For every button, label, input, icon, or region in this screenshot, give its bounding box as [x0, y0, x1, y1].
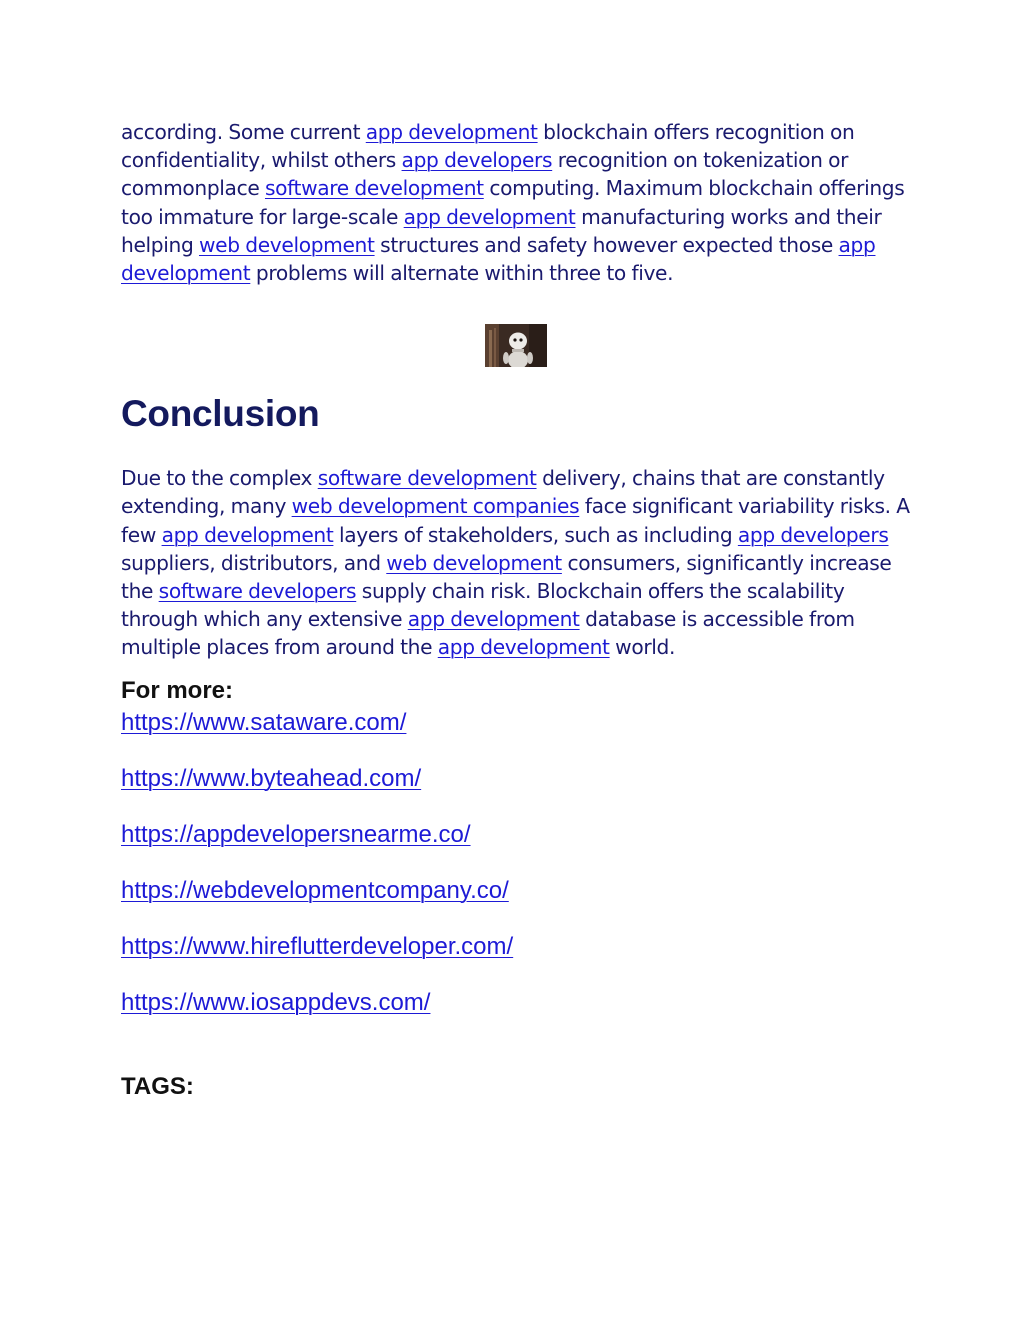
link-app-development[interactable]: app development	[365, 120, 538, 144]
link-software-development[interactable]: software development	[264, 176, 484, 201]
text-run: Due to the complex	[121, 466, 318, 491]
text-run: suppliers, distributors, and	[121, 550, 387, 575]
link-app-development[interactable]: app development	[403, 204, 576, 229]
link-web-development[interactable]: web development	[386, 550, 562, 575]
robot-arm	[503, 352, 509, 364]
link-app-development[interactable]: app development	[437, 635, 610, 660]
list-item	[121, 931, 911, 987]
text-run: face significant variability risks. A few	[121, 494, 910, 547]
robot-photo-icon	[485, 324, 547, 367]
robot-eye	[513, 339, 516, 342]
text-run: problems will alternate within three to five.	[250, 261, 674, 286]
robot-neck	[512, 349, 524, 352]
link-software-developers[interactable]: software developers	[158, 579, 357, 604]
link-app-developers[interactable]: app developers	[401, 148, 553, 173]
link-sataware[interactable]: https://www.sataware.com/	[121, 708, 407, 736]
link-hireflutterdeveloper[interactable]: https://www.hireflutterdeveloper.com/	[121, 932, 514, 960]
text-run: delivery, chains that are constantly extending, many	[121, 466, 885, 519]
robot-head	[509, 333, 527, 350]
link-web-development[interactable]: web development	[198, 232, 375, 257]
link-app-developers[interactable]: app developers	[737, 522, 889, 547]
text-run: according. Some current	[121, 120, 366, 144]
text-run: computing. Maximum blockchain offerings too immature for large-scale	[121, 176, 905, 229]
text-run: blockchain offers recognition on confidentiality, whilst others	[121, 120, 855, 173]
document-page	[121, 118, 911, 1102]
list-item	[121, 707, 911, 763]
link-byteahead[interactable]: https://www.byteahead.com/	[121, 764, 422, 792]
text-run: consumers, significantly increase the	[121, 550, 892, 604]
reference-links-list	[121, 707, 911, 1043]
text-run: world.	[609, 635, 676, 660]
conclusion-heading: Conclusion	[121, 393, 320, 435]
list-item	[121, 875, 911, 931]
list-item	[121, 819, 911, 875]
text-run: recognition on tokenization or commonplace	[121, 148, 849, 201]
tags-label: TAGS:	[121, 1072, 194, 1100]
link-software-development[interactable]: software development	[317, 466, 537, 491]
text-run: layers of stakeholders, such as including	[333, 522, 738, 547]
text-run: manufacturing works and their helping	[121, 204, 882, 257]
intro-paragraph	[121, 118, 911, 287]
photo-bars	[489, 330, 492, 367]
link-app-development[interactable]: app development	[161, 522, 334, 547]
for-more-label: For more:	[121, 676, 234, 704]
list-item	[121, 763, 911, 819]
link-app-development[interactable]: app development	[407, 607, 580, 632]
link-app-development[interactable]: app development	[121, 232, 876, 286]
link-webdevelopmentcompany[interactable]: https://webdevelopmentcompany.co/	[121, 876, 509, 904]
text-run: structures and safety however expected those	[374, 232, 839, 257]
list-item	[121, 987, 911, 1043]
robot-eye	[519, 339, 522, 342]
photo-bars	[494, 328, 496, 367]
conclusion-paragraph	[121, 464, 911, 661]
link-web-development-companies[interactable]: web development companies	[291, 494, 580, 519]
text-run: supply chain risk. Blockchain offers the scalability through which any extensive	[121, 579, 845, 632]
link-iosappdevs[interactable]: https://www.iosappdevs.com/	[121, 988, 431, 1016]
text-run: database is accessible from multiple places from around the	[121, 607, 855, 660]
link-appdevelopersnearme[interactable]: https://appdevelopersnearme.co/	[121, 820, 471, 848]
robot-arm	[527, 352, 533, 364]
